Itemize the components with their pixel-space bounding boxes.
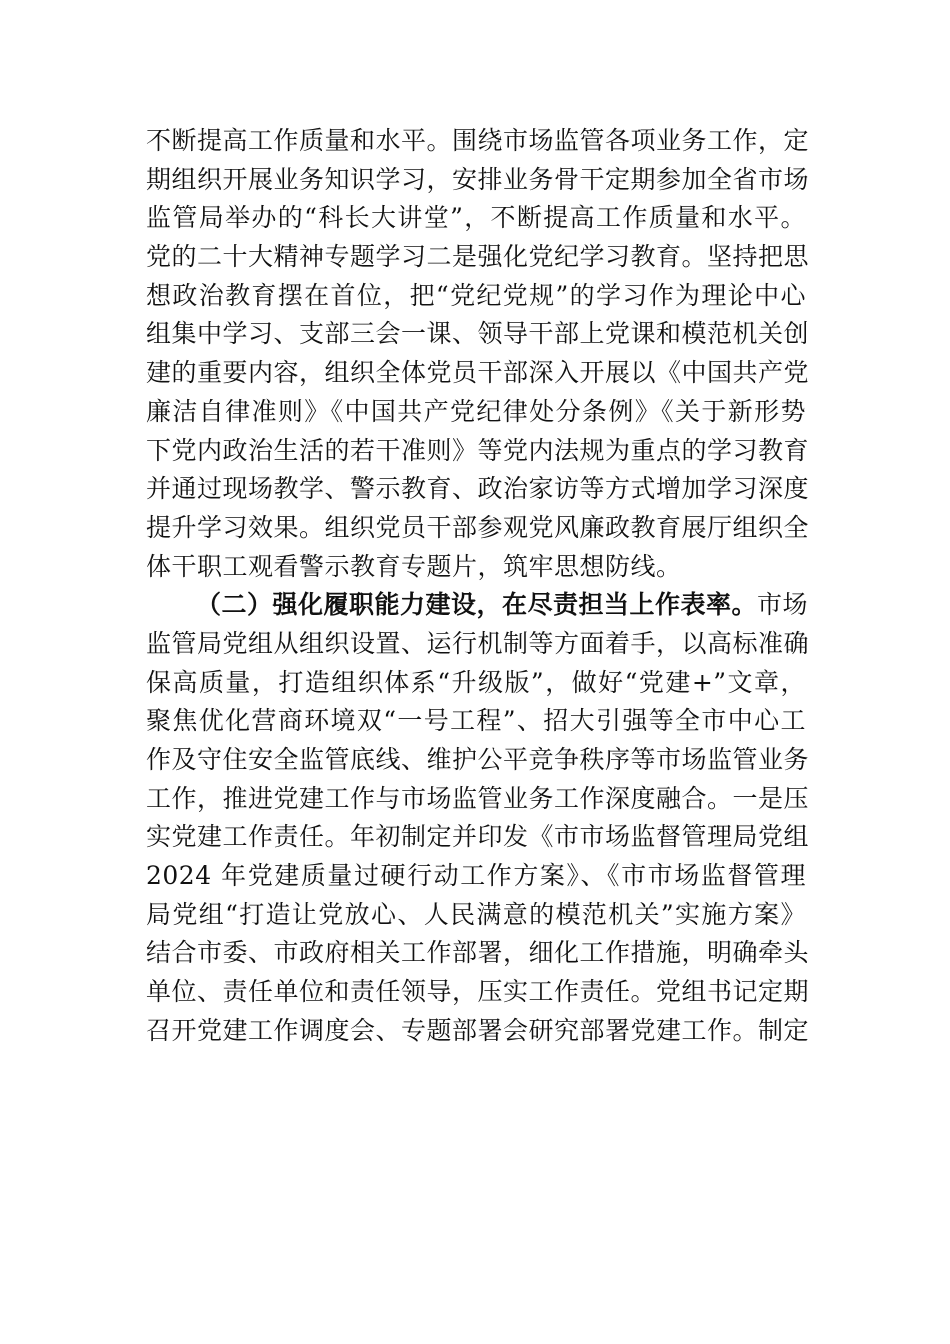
paragraph-line: 建的重要内容，组织全体党员干部深入开展以《中国共产党 [146, 358, 810, 388]
paragraph-line: 召开党建工作调度会、专题部署会研究部署党建工作。制定 [146, 1015, 810, 1045]
paragraph-line: 不断提高工作质量和水平。围绕市场监管各项业务工作，定 [146, 126, 810, 155]
paragraph-line: 期组织开展业务知识学习，安排业务骨干定期参加全省市场 [146, 164, 810, 194]
section-heading: （二）强化履职能力建设，在尽责担当上作表率。 [196, 590, 758, 620]
paragraph-line: 工作，推进党建工作与市场监管业务工作深度融合。一是压 [146, 783, 810, 813]
paragraph-line: 2024 年党建质量过硬行动工作方案》、《市市场监督管理 [146, 861, 806, 891]
paragraph-line: 监管局举办的“科长大讲堂”，不断提高工作质量和水平。 [146, 203, 806, 233]
paragraph-line: 体干职工观看警示教育专题片，筑牢思想防线。 [146, 551, 682, 581]
paragraph-line: 局党组“打造让党放心、人民满意的模范机关”实施方案》 [146, 899, 806, 929]
paragraph-line: 结合市委、市政府相关工作部署，细化工作措施，明确牵头 [146, 938, 810, 968]
paragraph-line: 监管局党组从组织设置、运行机制等方面着手，以高标准确 [146, 628, 810, 658]
paragraph-line: 廉洁自律准则》《中国共产党纪律处分条例》《关于新形势 [146, 396, 806, 426]
paragraph-line: 提升学习效果。组织党员干部参观党风廉政教育展厅组织全 [146, 512, 810, 542]
paragraph-line: 组集中学习、支部三会一课、领导干部上党课和模范机关创 [146, 319, 810, 349]
section-first-line [146, 586, 809, 625]
paragraph-line: 下党内政治生活的若干准则》等党内法规为重点的学习教育 [146, 435, 810, 465]
paragraph-line: 作及守住安全监管底线、维护公平竞争秩序等市场监管业务 [146, 745, 810, 774]
paragraph-line: 党的二十大精神专题学习二是强化党纪学习教育。坚持把思 [146, 242, 810, 272]
body-text [146, 122, 810, 1051]
section-first-line-rest: 市场 [757, 590, 809, 620]
paragraph-line: 聚焦优化营商环境双“一号工程”、招大引强等全市中心工 [146, 706, 806, 736]
paragraph-line: 实党建工作责任。年初制定并印发《市市场监督管理局党组 [146, 822, 810, 852]
paragraph-line: 单位、责任单位和责任领导，压实工作责任。党组书记定期 [146, 977, 810, 1007]
paragraph-line: 保高质量，打造组织体系“升级版”，做好“党建+”文章， [146, 667, 806, 697]
paragraph-line: 并通过现场教学、警示教育、政治家访等方式增加学习深度 [146, 474, 810, 504]
paragraph-line: 想政治教育摆在首位，把“党纪党规”的学习作为理论中心 [146, 280, 806, 310]
